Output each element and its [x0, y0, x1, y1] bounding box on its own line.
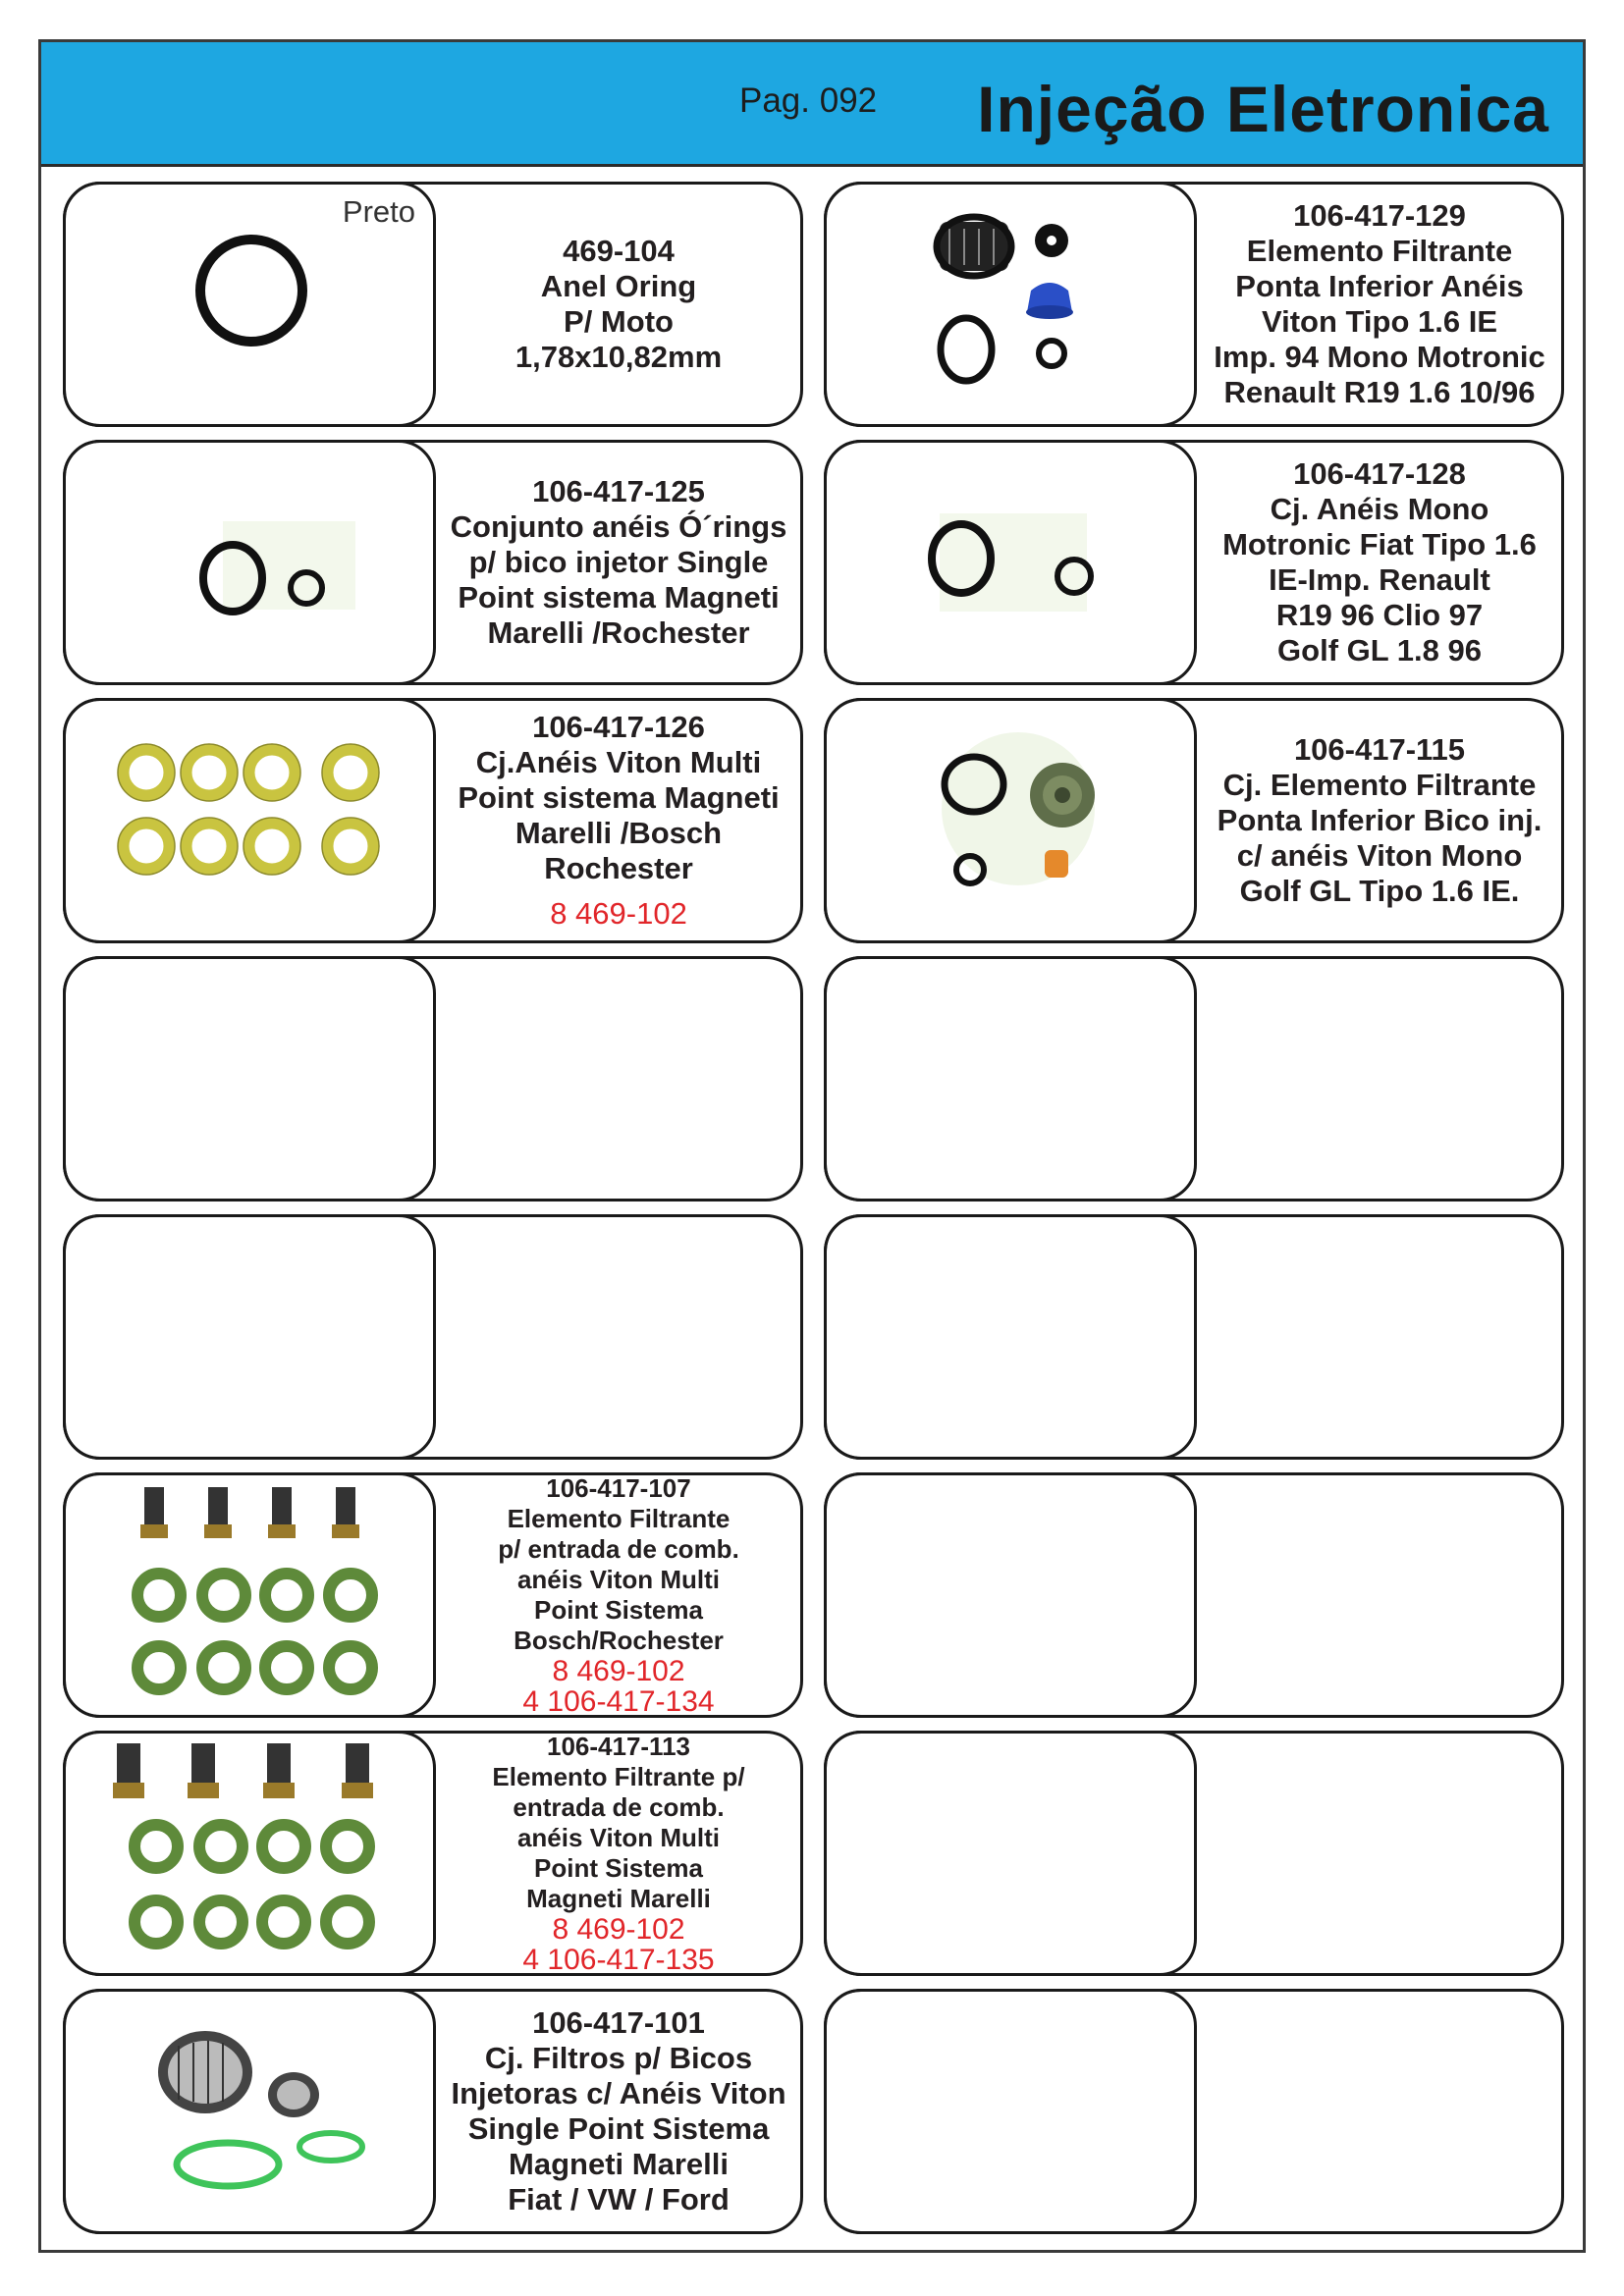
product-line: Bosch/Rochester: [514, 1626, 724, 1655]
empty-image-slot: [824, 1214, 1197, 1460]
product-line: Fiat / VW / Ford: [508, 2182, 730, 2216]
product-card-106-417-115: [824, 698, 1564, 943]
empty-card: [824, 1214, 1564, 1460]
product-line: Injetoras c/ Anéis Viton: [451, 2076, 786, 2110]
product-line: p/ entrada de comb.: [498, 1534, 739, 1564]
product-card-469-104: [63, 182, 803, 427]
product-line: c/ anéis Viton Mono: [1236, 838, 1523, 873]
oring-pair-image: [66, 443, 436, 685]
product-code: 106-417-113: [546, 1732, 691, 1761]
product-line: R19 96 Clio 97: [1275, 598, 1484, 632]
product-line: Magneti Marelli: [526, 1884, 711, 1913]
product-image: [63, 698, 436, 943]
product-description: [437, 1732, 800, 1976]
product-code: 106-417-128: [1293, 456, 1466, 491]
product-image: [63, 1731, 436, 1976]
product-line: Golf GL Tipo 1.6 IE.: [1239, 874, 1520, 908]
product-line: Elemento Filtrante p/: [492, 1762, 745, 1791]
filter-set-image: [66, 1992, 436, 2234]
product-card-106-417-126: [63, 698, 803, 943]
product-card-106-417-107: [63, 1472, 803, 1718]
product-line: Ponta Inferior Anéis: [1235, 269, 1524, 303]
product-line: Rochester: [544, 851, 693, 885]
product-card-106-417-128: [824, 440, 1564, 685]
product-image: [824, 440, 1197, 685]
empty-image-slot: [824, 1731, 1197, 1976]
product-line: anéis Viton Multi: [516, 1565, 721, 1594]
product-line: 1,78x10,82mm: [514, 340, 723, 374]
empty-card: [824, 956, 1564, 1201]
product-line: Elemento Filtrante: [507, 1504, 731, 1533]
empty-card: [63, 956, 803, 1201]
product-card-106-417-101: [63, 1989, 803, 2234]
product-line: Point Sistema: [534, 1595, 703, 1625]
product-line: entrada de comb.: [513, 1792, 725, 1822]
filter-rings-image: [827, 185, 1197, 427]
product-code: 106-417-125: [532, 474, 705, 508]
product-description: [1198, 443, 1561, 682]
oring-pair-image: [827, 443, 1197, 685]
product-line: Single Point Sistema: [467, 2111, 770, 2146]
product-line: Cj.Anéis Viton Multi: [475, 745, 762, 779]
product-line: Point Sistema: [534, 1853, 703, 1883]
product-card-106-417-129: [824, 182, 1564, 427]
empty-image-slot: [824, 1472, 1197, 1718]
product-line: Ponta Inferior Bico inj.: [1217, 803, 1543, 837]
product-line: Cj. Anéis Mono: [1270, 492, 1489, 526]
component-ref: 8 469-102: [552, 1913, 685, 1946]
product-description: [1198, 701, 1561, 940]
product-line: Point sistema Magneti: [458, 780, 780, 815]
product-line: Marelli /Bosch: [514, 816, 723, 850]
product-line: P/ Moto: [564, 304, 674, 339]
viton-rings-image: [66, 701, 436, 943]
product-code: 106-417-107: [546, 1473, 691, 1503]
product-line: Magneti Marelli: [509, 2147, 729, 2181]
page-number: Pag. 092: [739, 81, 878, 120]
product-image: [824, 182, 1197, 427]
product-line: Viton Tipo 1.6 IE: [1261, 304, 1497, 339]
product-line: Conjunto anéis Ó´rings: [450, 509, 787, 544]
component-ref: 8 469-102: [552, 1655, 685, 1687]
product-description: [437, 443, 800, 682]
product-image: [63, 1472, 436, 1718]
empty-card: [824, 1989, 1564, 2234]
product-line: Cj. Filtros p/ Bicos: [484, 2041, 753, 2075]
product-description: [437, 1992, 800, 2231]
filter-viton-kit-image: [66, 1734, 436, 1976]
product-line: Cj. Elemento Filtrante: [1222, 768, 1537, 802]
product-image: [63, 440, 436, 685]
color-note: Preto: [342, 194, 415, 229]
product-line: Motronic Fiat Tipo 1.6: [1222, 527, 1537, 561]
filter-kit-image: [827, 701, 1197, 943]
empty-image-slot: [824, 956, 1197, 1201]
empty-image-slot: [63, 1214, 436, 1460]
product-code: 106-417-129: [1293, 198, 1466, 233]
product-line: Golf GL 1.8 96: [1277, 633, 1482, 667]
product-line: Imp. 94 Mono Motronic: [1214, 340, 1545, 374]
empty-card: [824, 1731, 1564, 1976]
product-line: Renault R19 1.6 10/96: [1223, 375, 1536, 409]
product-image: [63, 182, 436, 427]
page-header: [41, 42, 1583, 167]
product-description: [437, 1473, 800, 1718]
filter-viton-kit-image: [66, 1475, 436, 1718]
product-code: 106-417-115: [1293, 732, 1466, 767]
product-description: [437, 185, 800, 424]
product-description: [1198, 185, 1561, 424]
product-line: p/ bico injetor Single: [468, 545, 769, 579]
product-image: [63, 1989, 436, 2234]
product-code: 469-104: [563, 234, 675, 268]
product-line: Elemento Filtrante: [1246, 234, 1513, 268]
product-code: 106-417-101: [532, 2005, 705, 2040]
component-ref: 4 106-417-134: [522, 1685, 715, 1718]
product-code: 106-417-126: [532, 710, 705, 744]
empty-image-slot: [63, 956, 436, 1201]
empty-image-slot: [824, 1989, 1197, 2234]
product-image: [824, 698, 1197, 943]
empty-card: [824, 1472, 1564, 1718]
oring-image: [66, 185, 436, 427]
empty-card: [63, 1214, 803, 1460]
product-line: Marelli /Rochester: [487, 615, 750, 650]
product-line: IE-Imp. Renault: [1269, 562, 1490, 597]
component-ref: 8 469-102: [550, 896, 687, 931]
product-line: Anel Oring: [540, 269, 697, 303]
component-ref: 4 106-417-135: [522, 1944, 715, 1976]
product-card-106-417-113: [63, 1731, 803, 1976]
product-line: Point sistema Magneti: [458, 580, 780, 614]
product-description: [437, 701, 800, 940]
product-card-106-417-125: [63, 440, 803, 685]
product-line: anéis Viton Multi: [516, 1823, 721, 1852]
page-title: Injeção Eletronica: [977, 73, 1549, 145]
